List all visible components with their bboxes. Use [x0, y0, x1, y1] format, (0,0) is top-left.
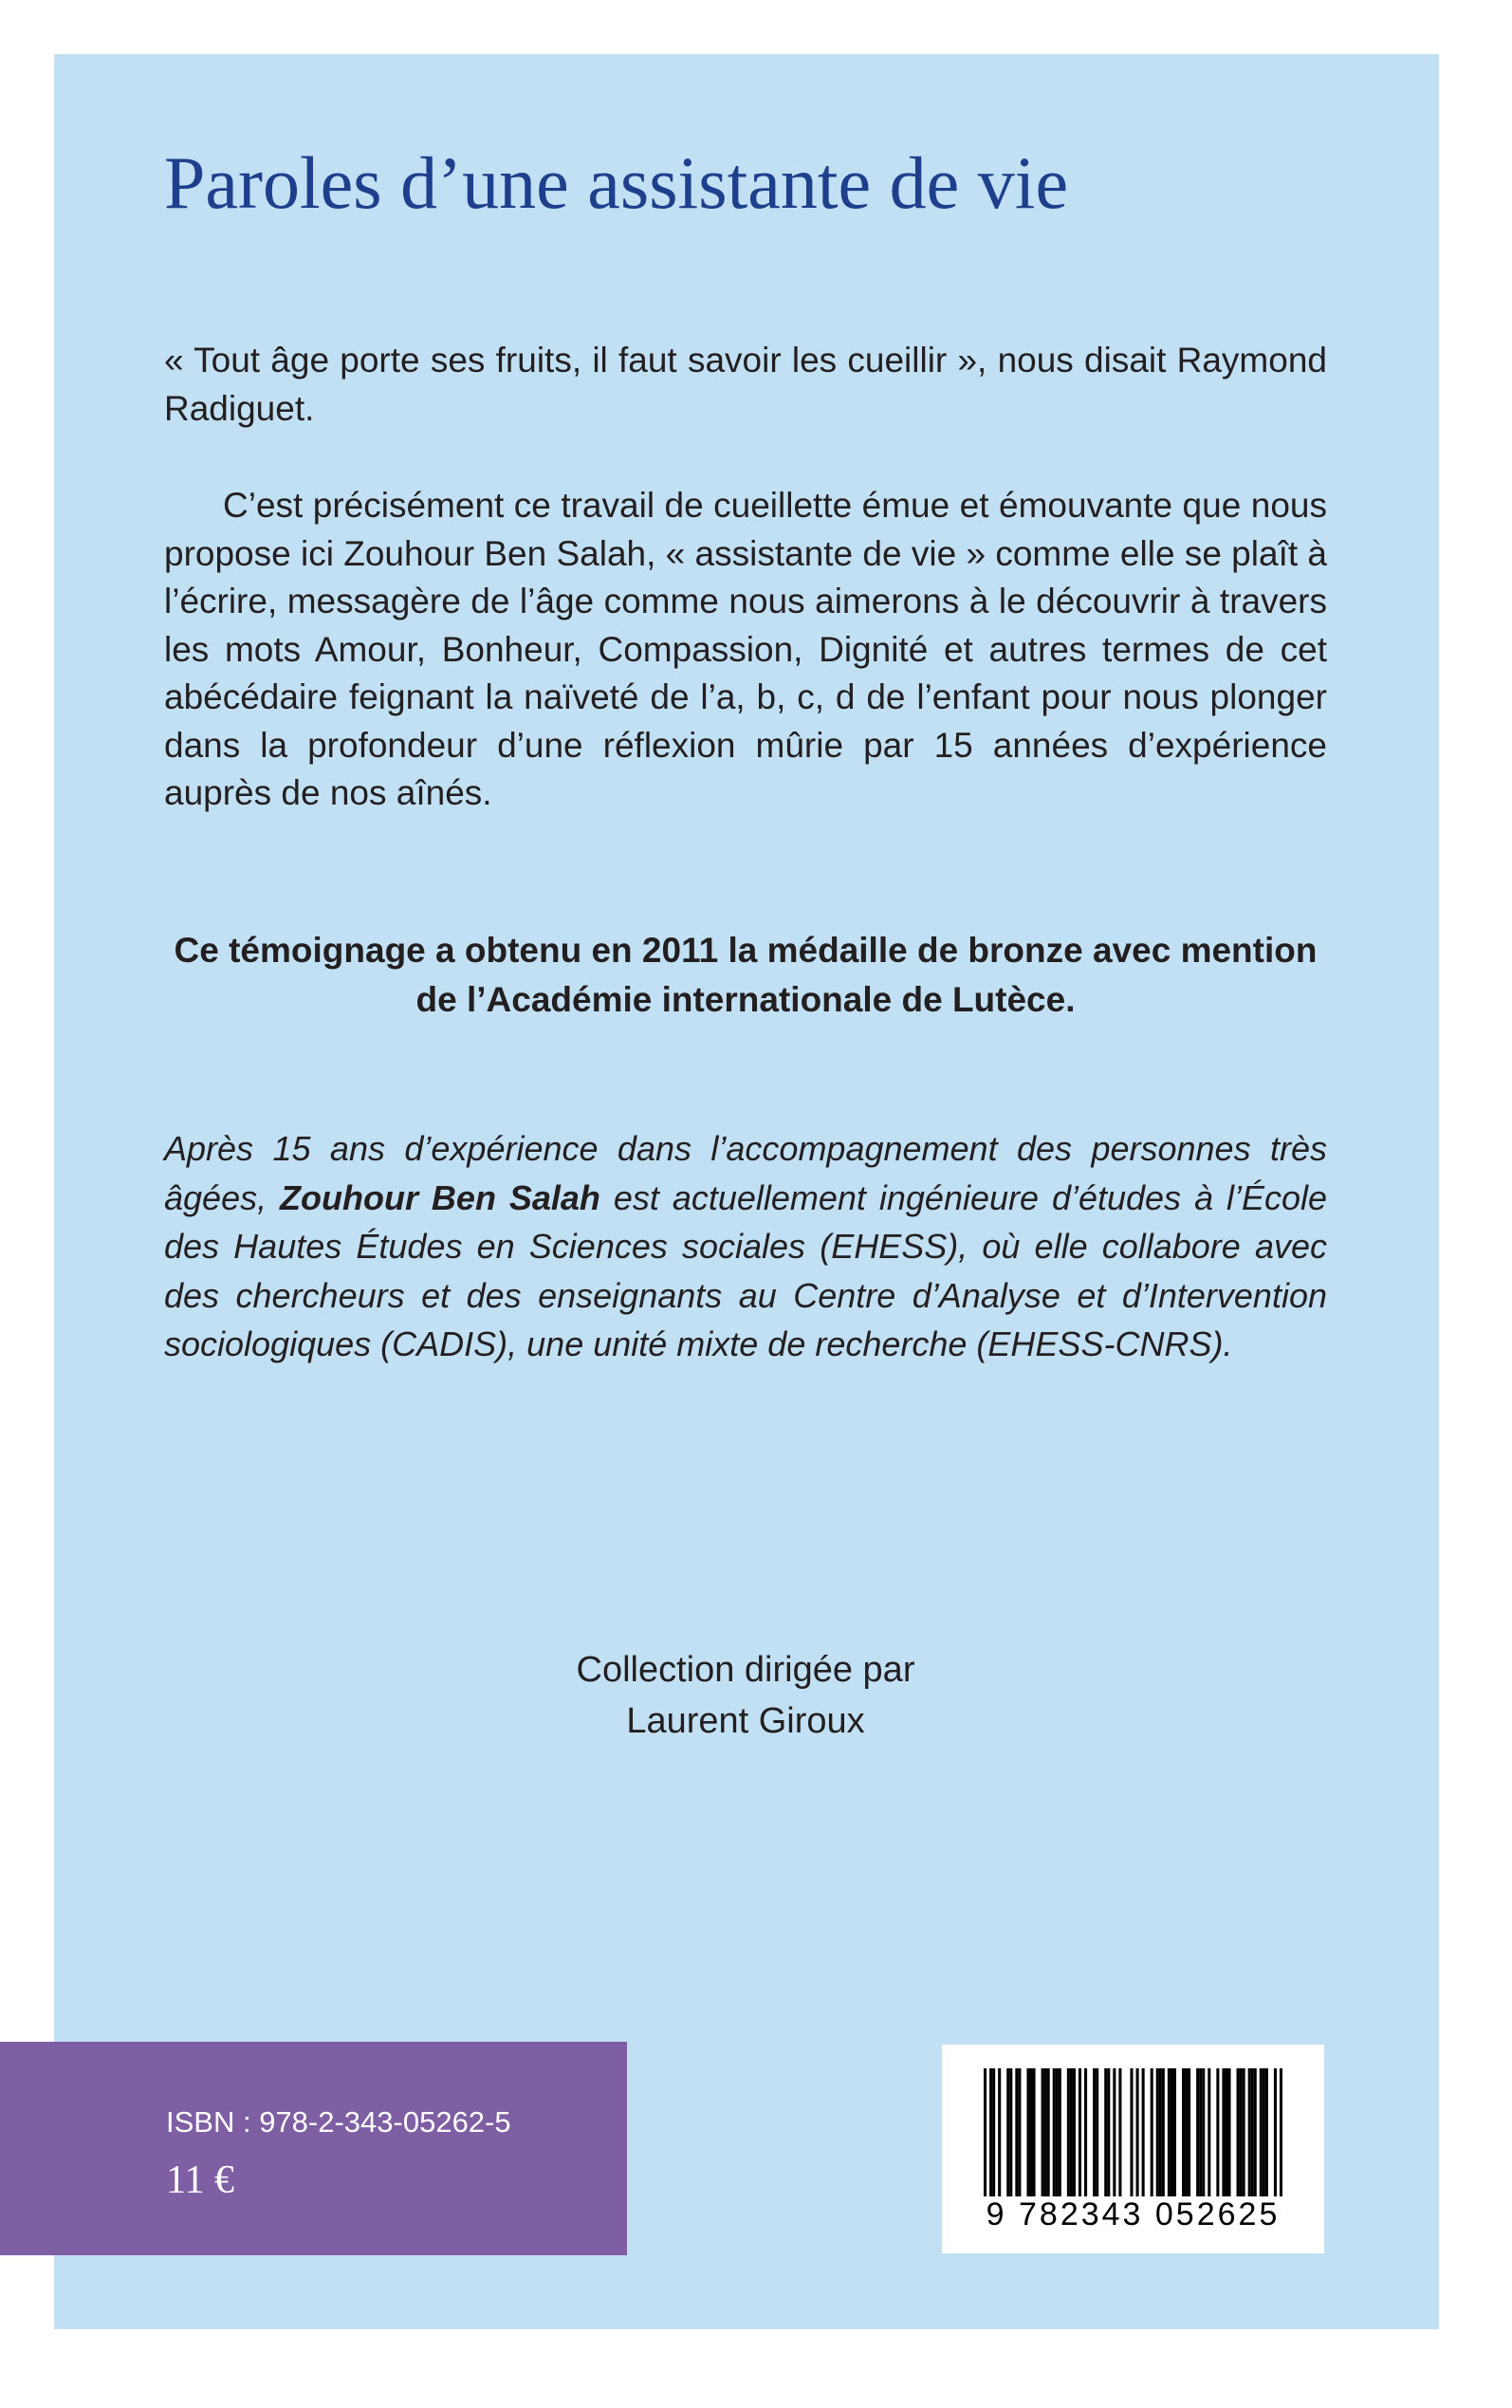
barcode-bar	[1151, 2068, 1153, 2196]
barcode-bar	[1171, 2068, 1173, 2196]
barcode-bar	[1059, 2068, 1061, 2196]
barcode-bar	[1280, 2068, 1282, 2196]
collection-label: Collection dirigée par	[576, 1650, 915, 1690]
barcode-bar	[1240, 2068, 1243, 2196]
barcode-bar	[1073, 2068, 1076, 2196]
barcode-bar	[1070, 2068, 1073, 2196]
bio-details: est actuellement ingénieure d’études à l’École des Hautes Études en Sciences sociales (EHESS), où elle collabore avec des chercheurs et des enseignants au Centre d’Analyse et d’Intervention sociologiques (CADIS), une unité mixte de recherche (EHESS-CNRS).	[164, 1177, 1328, 1363]
author-bio	[164, 1124, 1327, 1369]
barcode-image	[984, 2068, 1282, 2196]
barcode-bar	[1196, 2068, 1199, 2196]
barcode-bar	[1026, 2068, 1029, 2196]
description-paragraph: C’est précisément ce travail de cueillette émue et émouvante que nous propose ici Zouhour Ben Salah, « assistante de vie » comme elle se plaît à l’écrire, messagère de l’âge comme nous aimerons à le découvrir à travers les mots Amour, Bonheur, Compassion, Dignité et autres termes de cet abécédaire feignant la naïveté de l’a, b, c, d de l’enfant pour nous plonger dans la profondeur d’une réflexion mûrie par 15 années d’expérience auprès de nos aînés.	[164, 486, 1327, 812]
barcode-bar	[1263, 2068, 1265, 2196]
author-name: Zouhour Ben Salah	[280, 1177, 600, 1217]
barcode-box	[942, 2045, 1324, 2253]
barcode-bar	[1047, 2068, 1050, 2196]
barcode-bar	[1222, 2068, 1225, 2196]
barcode-bar	[992, 2068, 995, 2196]
barcode-bar	[1053, 2068, 1056, 2196]
barcode-bar	[1084, 2068, 1087, 2196]
barcode-bar	[1130, 2068, 1133, 2196]
barcode-bar	[1182, 2068, 1185, 2196]
barcode-bar	[1142, 2068, 1145, 2196]
barcode-bar	[1243, 2068, 1245, 2196]
bio-intro: Après 15 ans d’expérience dans l’accompagnement des personnes très âgées,	[164, 1129, 1327, 1217]
barcode-bar	[1260, 2068, 1263, 2196]
barcode-bar	[1202, 2068, 1205, 2196]
barcode-bar	[1009, 2068, 1012, 2196]
isbn-text: ISBN : 978-2-343-05262-5	[166, 2105, 511, 2139]
barcode-bar	[1237, 2068, 1240, 2196]
barcode-bar	[1274, 2068, 1277, 2196]
barcode-bar	[1159, 2068, 1162, 2196]
barcode-bar	[1113, 2068, 1116, 2196]
barcode-number: 9 782343 052625	[986, 2196, 1281, 2232]
barcode-bar	[1018, 2068, 1021, 2196]
price-text: 11 €	[166, 2158, 234, 2202]
barcode-bar	[984, 2068, 986, 2196]
collection-credit	[164, 1644, 1327, 1747]
barcode-bar	[1216, 2068, 1219, 2196]
barcode-bar	[1185, 2068, 1188, 2196]
barcode-bar	[1199, 2068, 1202, 2196]
barcode-bar	[1173, 2068, 1176, 2196]
barcode-bar	[1067, 2068, 1070, 2196]
barcode-bar	[1156, 2068, 1159, 2196]
book-title: Paroles d’une assistante de vie	[164, 141, 1069, 224]
barcode-bar	[1136, 2068, 1139, 2196]
barcode-bar	[1118, 2068, 1121, 2196]
barcode-bar	[1225, 2068, 1227, 2196]
barcode-bar	[1107, 2068, 1110, 2196]
barcode-bar	[1015, 2068, 1018, 2196]
barcode-bar	[1042, 2068, 1044, 2196]
collection-editor: Laurent Giroux	[626, 1701, 865, 1741]
barcode-bar	[1044, 2068, 1047, 2196]
barcode-bar	[1227, 2068, 1230, 2196]
barcode-bar	[1079, 2068, 1081, 2196]
award-statement: Ce témoignage a obtenu en 2011 la médaille de bronze avec mention de l’Académie internationale de Lutèce.	[174, 931, 1318, 1019]
barcode-bar	[1251, 2068, 1254, 2196]
barcode-bar	[1104, 2068, 1107, 2196]
barcode-bar	[1208, 2068, 1210, 2196]
barcode-bar	[989, 2068, 992, 2196]
barcode-bar	[1168, 2068, 1171, 2196]
quote-paragraph: « Tout âge porte ses fruits, il faut savoir les cueillir », nous disait Raymond Radiguet.	[164, 341, 1327, 428]
price-panel	[0, 2042, 627, 2255]
barcode-bar	[1248, 2068, 1251, 2196]
barcode-bar	[1162, 2068, 1165, 2196]
barcode-bar	[1032, 2068, 1035, 2196]
barcode-bar	[1265, 2068, 1268, 2196]
barcode-bar	[1096, 2068, 1098, 2196]
barcode-bar	[1254, 2068, 1257, 2196]
barcode-bar	[1056, 2068, 1059, 2196]
barcode-bar	[998, 2068, 1001, 2196]
barcode-bar	[1093, 2068, 1096, 2196]
barcode-bar	[1006, 2068, 1009, 2196]
barcode-bar	[1188, 2068, 1190, 2196]
barcode-bar	[1029, 2068, 1032, 2196]
